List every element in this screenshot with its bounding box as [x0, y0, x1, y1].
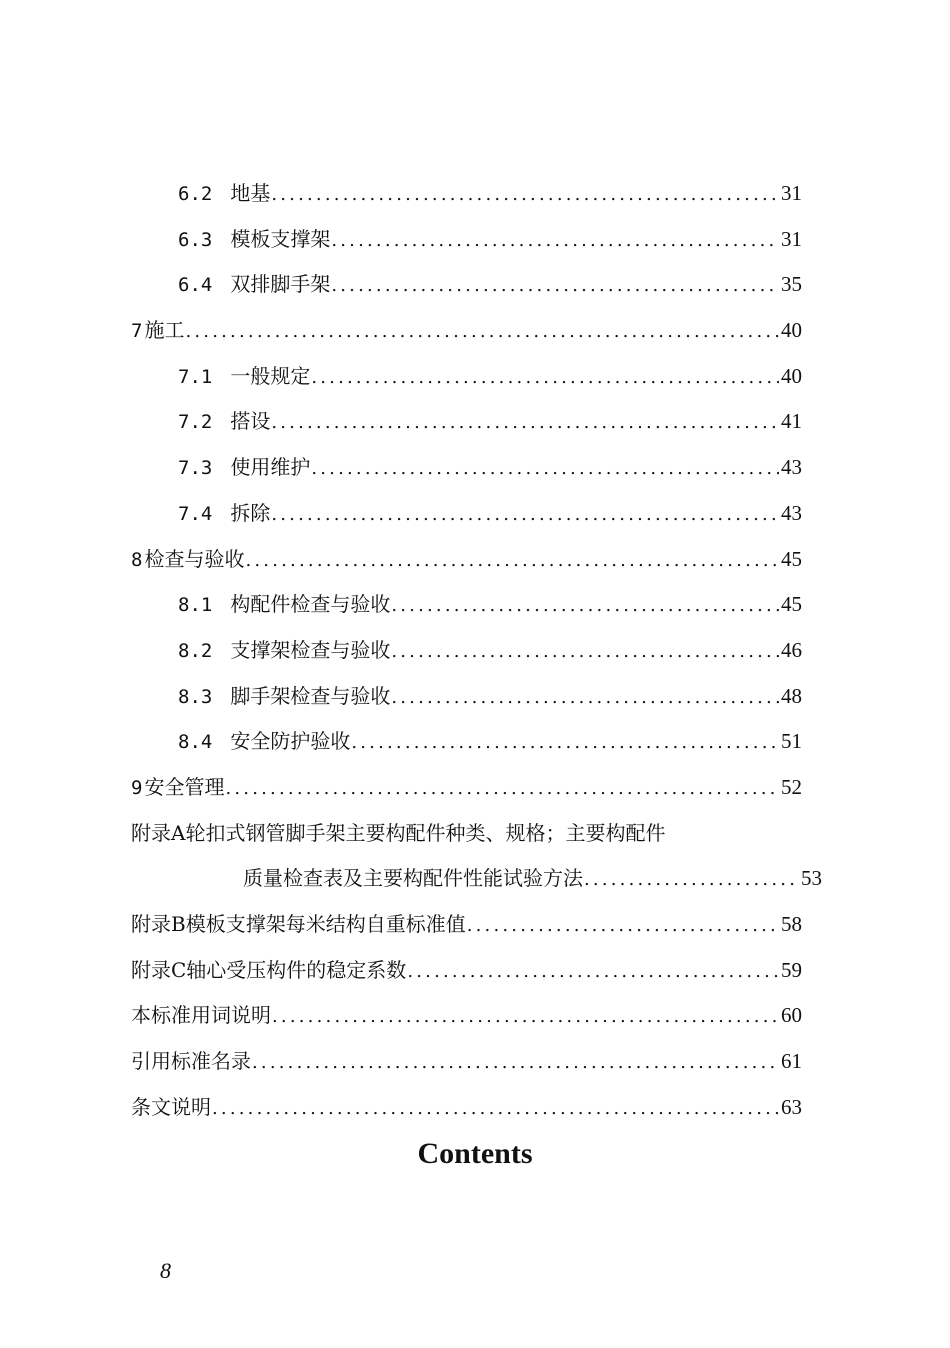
toc-dot-leader — [272, 1004, 779, 1030]
toc-entry-line — [178, 454, 802, 482]
toc-entry — [0, 810, 950, 856]
toc-entry — [0, 1038, 950, 1084]
toc-entry-title: 搭设 — [230, 409, 271, 434]
toc-entry-number: 9 — [131, 776, 143, 799]
toc-entry-line — [178, 500, 802, 528]
toc-entry-number: 8.2 — [178, 639, 213, 662]
toc-entry — [0, 581, 950, 627]
toc-entry — [0, 627, 950, 673]
toc-dot-leader — [351, 730, 779, 756]
toc-entry-line — [131, 546, 802, 574]
toc-dot-leader — [391, 685, 779, 711]
toc-entry-number: 8.1 — [178, 594, 213, 617]
toc-entry-line — [243, 865, 822, 893]
toc-entry-line — [131, 911, 802, 939]
toc-entry-line — [178, 728, 802, 756]
toc-entry-title: 支撑架检查与验收 — [230, 637, 391, 662]
toc-entry-page: 40 — [781, 318, 802, 343]
toc-entry-number: 7.4 — [178, 502, 213, 525]
toc-entry-page: 52 — [781, 774, 802, 799]
toc-dot-leader — [252, 1050, 779, 1076]
toc-entry-page: 45 — [781, 546, 802, 571]
toc-entry-title: 使用维护 — [230, 455, 311, 480]
toc-entry — [0, 353, 950, 399]
toc-entry — [0, 1084, 950, 1130]
toc-entry-line — [178, 363, 802, 391]
toc-entry-title: 安全防护验收 — [230, 729, 351, 754]
toc-entry — [0, 398, 950, 444]
toc-entry-page: 31 — [781, 226, 802, 251]
toc-entry-title: 施工 — [144, 318, 185, 343]
toc-entry-title: 一般规定 — [230, 363, 311, 388]
toc-entry-page: 31 — [781, 181, 802, 205]
toc-dot-leader — [271, 502, 779, 528]
toc-entry — [0, 947, 950, 993]
page-number: 8 — [160, 1258, 171, 1283]
toc-entry-title: 地基 — [230, 181, 271, 205]
toc-entry-page: 41 — [781, 409, 802, 434]
toc-dot-leader — [271, 182, 779, 208]
toc-entry-number: 6.3 — [178, 228, 213, 251]
toc-entry-number: 8.4 — [178, 731, 213, 754]
toc-entry-number: 6.4 — [178, 274, 213, 297]
toc-entry-title: 构配件检查与验收 — [230, 592, 391, 617]
toc-entry-title: 质量检查表及主要构配件性能试验方法 — [243, 866, 583, 891]
toc-entry — [0, 216, 950, 262]
toc-entry-page: 40 — [781, 363, 802, 388]
toc-dot-leader — [331, 228, 779, 254]
toc-entry-line — [131, 317, 802, 345]
toc-entry-title: 脚手架检查与验收 — [230, 683, 391, 708]
toc-entry-number: 8 — [131, 548, 143, 571]
toc-entry-line — [131, 1094, 802, 1122]
toc-dot-leader — [245, 548, 779, 574]
toc-entry-line — [131, 957, 802, 985]
toc-entry-number: 6.2 — [178, 183, 213, 205]
toc-dot-leader — [407, 959, 779, 985]
toc-entry-page: 45 — [781, 592, 802, 617]
toc-dot-leader — [185, 319, 779, 345]
toc-entry-title: 双排脚手架 — [230, 272, 331, 297]
toc-entry-title: 附录A轮扣式钢管脚手架主要构配件种类、规格；主要构配件 — [131, 820, 666, 845]
toc-entry — [0, 901, 950, 947]
toc-dot-leader — [467, 913, 779, 939]
toc-dot-leader — [391, 593, 779, 619]
toc-entry-title: 引用标准名录 — [131, 1049, 251, 1074]
toc-entry-title: 模板支撑架 — [230, 226, 331, 251]
toc-entry-line — [178, 683, 802, 711]
toc-entry-line — [131, 1002, 802, 1030]
toc-entry — [0, 764, 950, 810]
toc-entry-page: 60 — [781, 1003, 802, 1028]
toc-entry — [0, 261, 950, 307]
toc-entry — [0, 718, 950, 764]
toc-entry-page: 53 — [801, 866, 822, 891]
toc-entry — [0, 490, 950, 536]
toc-entry-page: 48 — [781, 683, 802, 708]
toc-entry — [0, 307, 950, 353]
toc-entry-line — [178, 226, 802, 254]
toc-dot-leader — [225, 776, 779, 802]
toc-entry-page: 35 — [781, 272, 802, 297]
toc-entry-title: 检查与验收 — [144, 546, 245, 571]
contents-heading: Contents — [417, 1137, 533, 1170]
toc-entry-line — [178, 180, 802, 208]
toc-entry — [0, 170, 950, 216]
toc-entry-line — [178, 271, 802, 299]
toc-entry-line — [131, 1048, 802, 1076]
toc-entry-page: 43 — [781, 455, 802, 480]
toc-dot-leader — [584, 867, 799, 893]
toc-entry-line — [178, 591, 802, 619]
table-of-contents — [0, 170, 950, 1129]
toc-entry-page: 58 — [781, 912, 802, 936]
toc-entry-number: 7.3 — [178, 457, 213, 480]
toc-entry-page: 61 — [781, 1049, 802, 1074]
toc-entry-page: 63 — [781, 1094, 802, 1119]
toc-entry — [0, 855, 950, 901]
toc-dot-leader — [271, 410, 779, 436]
toc-entry-page: 59 — [781, 957, 802, 982]
toc-entry-page: 43 — [781, 500, 802, 525]
toc-entry-page: 51 — [781, 729, 802, 754]
toc-entry-number: 8.3 — [178, 685, 213, 708]
toc-entry-title: 安全管理 — [144, 774, 225, 799]
toc-dot-leader — [311, 456, 779, 482]
toc-dot-leader — [391, 639, 779, 665]
toc-entry-line — [131, 774, 802, 802]
toc-entry — [0, 992, 950, 1038]
toc-dot-leader — [212, 1096, 779, 1122]
toc-entry-line — [178, 637, 802, 665]
toc-entry-line — [131, 820, 802, 846]
toc-entry — [0, 673, 950, 719]
toc-dot-leader — [311, 365, 779, 391]
toc-entry — [0, 536, 950, 582]
toc-dot-leader — [331, 273, 779, 299]
toc-entry-line — [178, 408, 802, 436]
toc-entry — [0, 444, 950, 490]
toc-entry-number: 7 — [131, 320, 143, 343]
toc-entry-title: 条文说明 — [131, 1094, 211, 1119]
toc-entry-title: 附录B模板支撑架每米结构自重标准值 — [131, 912, 466, 936]
toc-entry-number: 7.1 — [178, 365, 213, 388]
toc-entry-page: 46 — [781, 637, 802, 662]
toc-entry-title: 本标准用词说明 — [131, 1003, 271, 1028]
toc-entry-number: 7.2 — [178, 411, 213, 434]
toc-entry-title: 拆除 — [230, 500, 271, 525]
toc-entry-title: 附录C轴心受压构件的稳定系数 — [131, 957, 407, 982]
